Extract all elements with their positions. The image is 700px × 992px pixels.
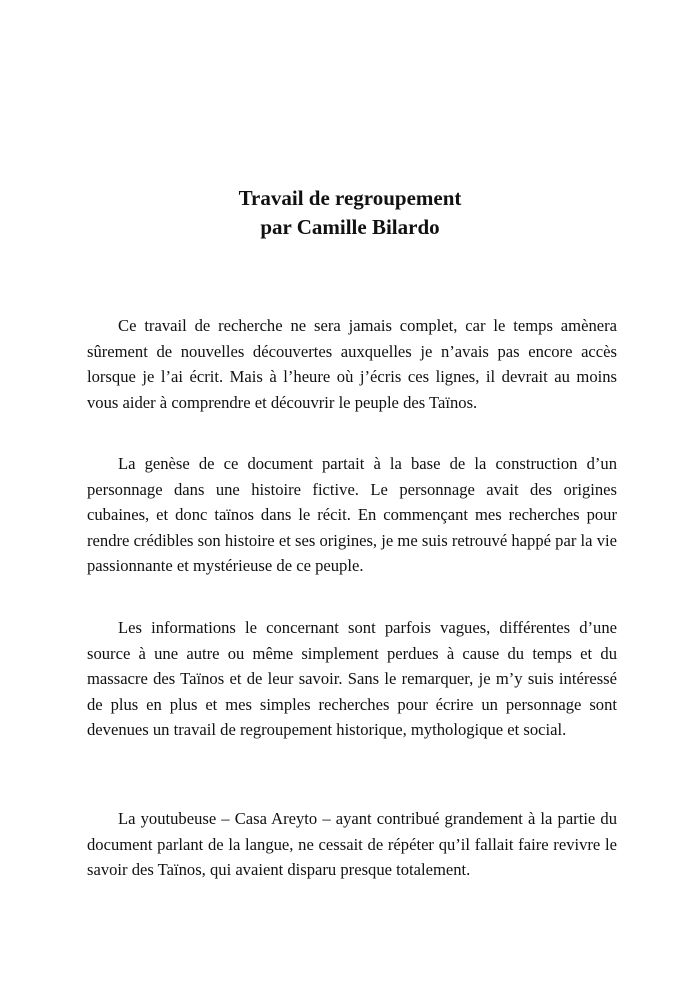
page-title <box>0 184 700 242</box>
paragraph-3: Les informations le concernant sont parfois vagues, différentes d’une source à une autre ou même simplement perdues à cause du temps et du massacre des Taïnos et de leur savoir. Sans le remarquer, je m’y suis intéressé de plus en plus et mes simples recherches pour écrire un personnage sont devenues un travail de regroupement historique, mythologique et social. <box>87 618 617 740</box>
paragraph-2: La genèse de ce document partait à la base de la construction d’un personnage dans une histoire fictive. Le personnage avait des origines cubaines, et donc taïnos dans le récit. En commençant mes recherches pour rendre crédibles son histoire et ses origines, je me suis retrouvé happé par la vie passionnante et mystérieuse de ce peuple. <box>87 454 617 576</box>
title-line-2: par Camille Bilardo <box>260 215 440 239</box>
paragraph-1: Ce travail de recherche ne sera jamais complet, car le temps amènera sûrement de nouvelles découvertes auxquelles je n’avais pas encore accès lorsque je l’ai écrit. Mais à l’heure où j’écris ces lignes, il devrait au moins vous aider à comprendre et découvrir le peuple des Taïnos. <box>87 316 617 412</box>
paragraph-4: La youtubeuse – Casa Areyto – ayant contribué grandement à la partie du document parlant de la langue, ne cessait de répéter qu’il fallait faire revivre le savoir des Taïnos, qui avaient disparu presque totalement. <box>87 809 617 880</box>
title-line-1: Travail de regroupement <box>238 186 462 210</box>
